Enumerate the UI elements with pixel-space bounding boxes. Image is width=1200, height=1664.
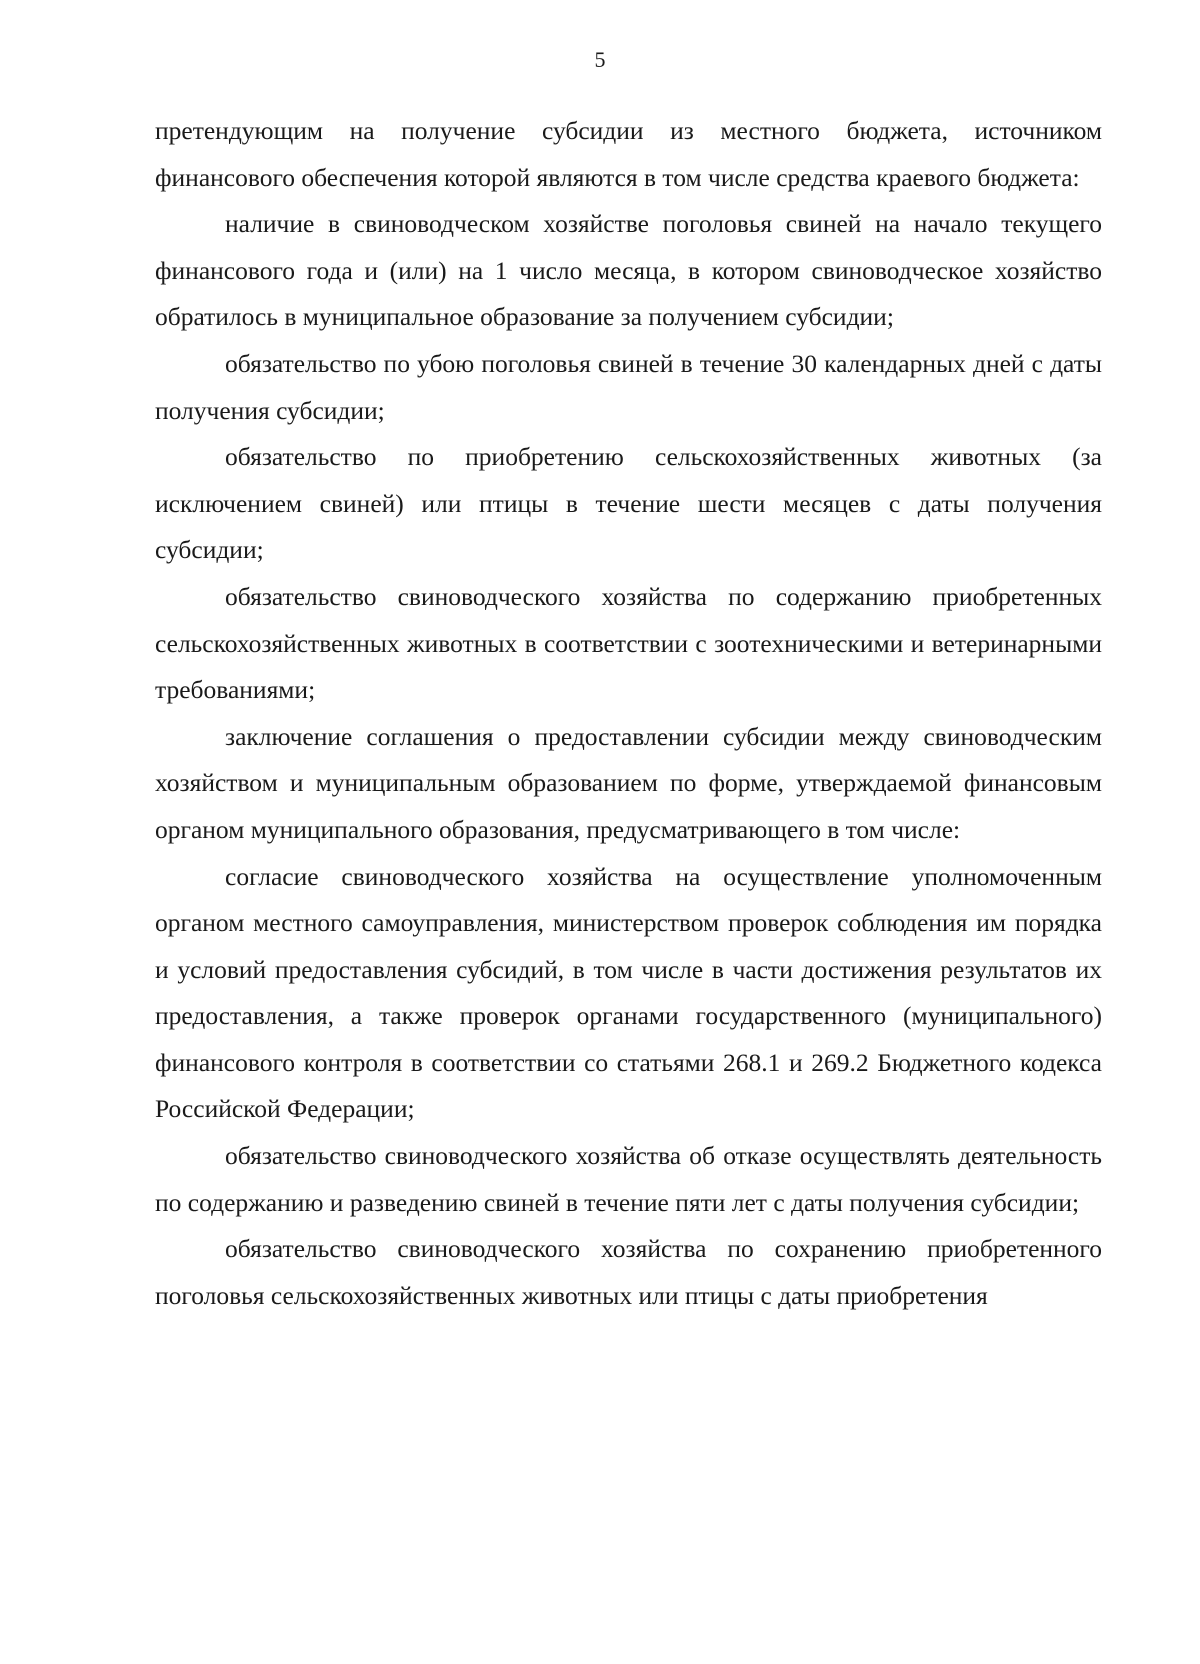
- paragraph-livestock-availability: наличие в свиноводческом хозяйстве поголовья свиней на начало текущего финансового года и (или) на 1 число месяца, в котором свиноводческое хозяйство обратилось в муниципальное образование за получением субсидии;: [155, 209, 1102, 332]
- paragraph-continuation: претендующим на получение субсидии из местного бюджета, источником финансового обеспечения которой являются в том числе средства краевого бюджета:: [155, 116, 1102, 192]
- document-body: [155, 108, 1102, 1319]
- page-number: 5: [594, 47, 606, 72]
- paragraph-maintenance-obligation: обязательство свиноводческого хозяйства по содержанию приобретенных сельскохозяйственных животных в соответствии с зоотехническими и ветеринарными требованиями;: [155, 581, 1102, 705]
- paragraph-inspection-consent: согласие свиноводческого хозяйства на осуществление уполномоченным органом местного самоуправления, министерством проверок соблюдения им порядка и условий предоставления субсидий, в том числе в части достижения результатов их предоставления, а также проверок органами государственного (муниципального) финансового контроля в соответствии со статьями 268.1 и 269.2 Бюджетного кодекса Российской Федерации;: [155, 861, 1102, 1124]
- paragraph-purchase-obligation: обязательство по приобретению сельскохозяйственных животных (за исключением свиней) или птицы в течение шести месяцев с даты получения субсидии;: [155, 442, 1102, 565]
- paragraph-preservation-obligation: обязательство свиноводческого хозяйства по сохранению приобретенного поголовья сельскохозяйственных животных или птицы с даты приобретения: [155, 1234, 1102, 1310]
- paragraph-agreement-conclusion: заключение соглашения о предоставлении субсидии между свиноводческим хозяйством и муниципальным образованием по форме, утверждаемой финансовым органом муниципального образования, предусматривающего в том числе:: [155, 721, 1102, 844]
- paragraph-slaughter-obligation: обязательство по убою поголовья свиней в течение 30 календарных дней с даты получения субсидии;: [155, 348, 1102, 425]
- paragraph-refusal-obligation: обязательство свиноводческого хозяйства об отказе осуществлять деятельность по содержанию и разведению свиней в течение пяти лет с даты получения субсидии;: [155, 1141, 1102, 1217]
